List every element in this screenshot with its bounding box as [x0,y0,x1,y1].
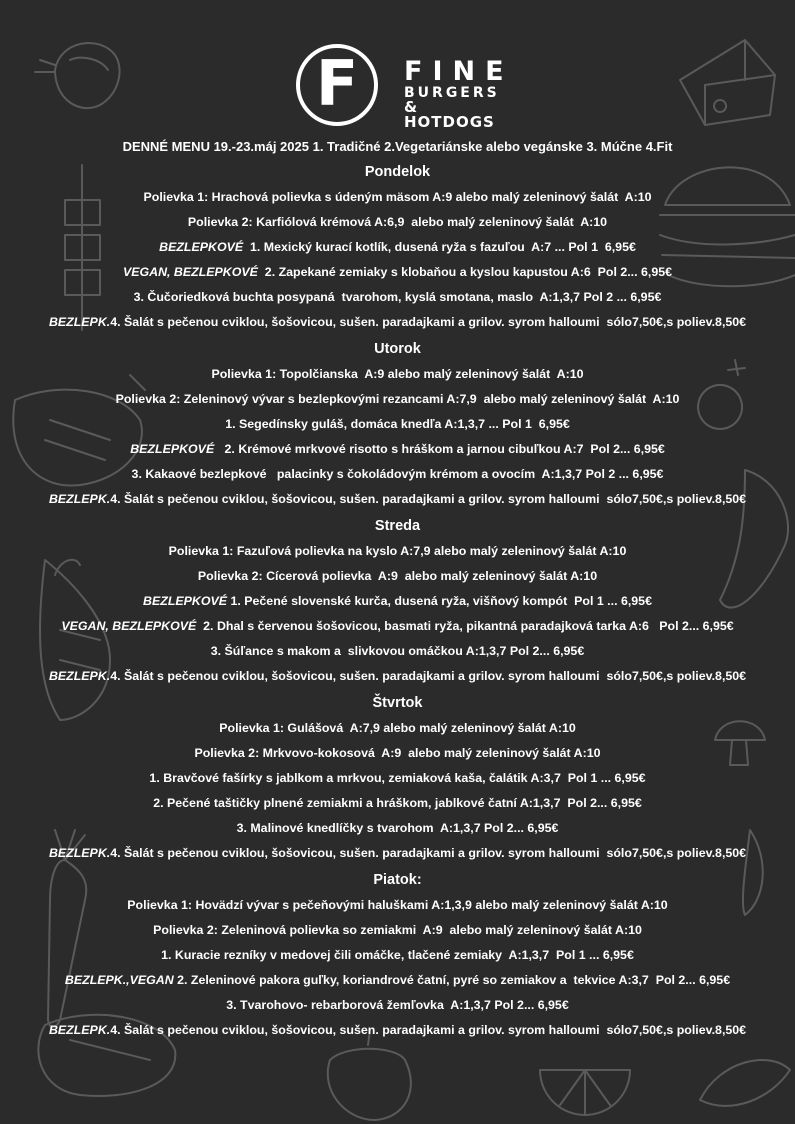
menu-item-text: 3. Tvarohovo- rebarborová žemľovka A:1,3,7 Pol 2... 6,95€ [226,998,569,1012]
menu-item-text: 1. Bravčové fašírky s jablkom a mrkvou, zemiaková kaša, čalátik A:3,7 Pol 1 ... 6,95€ [149,771,646,785]
menu-item [0,918,795,943]
menu-item [0,462,795,487]
menu-item-text: Polievka 1: Topolčianska A:9 alebo malý zeleninový šalát A:10 [211,367,584,381]
diet-tag: BEZLEPKOVÉ [159,240,244,254]
logo-fine: FINE [404,56,514,87]
menu-item-text: 3. Malinové knedlíčky s tvarohom A:1,3,7 Pol 2... 6,95€ [236,821,559,835]
menu-item [0,639,795,664]
lemon-doodle [540,1070,630,1115]
menu-item [0,791,795,816]
menu-item [0,664,795,689]
menu-item-text: Polievka 2: Zeleninová polievka so zemiakmi A:9 alebo malý zeleninový šalát A:10 [153,923,642,937]
menu-item-text: 1. Mexický kurací kotlík, dusená ryža s fazuľou A:7 ... Pol 1 6,95€ [243,240,636,254]
menu-item [0,893,795,918]
day-heading: Piatok: [373,872,422,888]
menu-item-text: Polievka 1: Hovädzí vývar s pečeňovými haluškami A:1,3,9 alebo malý zeleninový šalát A:10 [127,898,668,912]
diet-tag: BEZLEPK. [48,1023,111,1037]
menu-item-text: 1. Segedínsky guláš, domáca knedľa A:1,3,7 ... Pol 1 6,95€ [225,417,570,431]
day-heading: Štvrtok [372,695,423,711]
menu-item-text: 1. Kuracie rezníky v medovej čili omáčke, tlačené zemiaky A:1,3,7 Pol 1 ... 6,95€ [161,948,634,962]
menu-item [0,412,795,437]
diet-tag: BEZLEPKOVÉ [143,594,228,608]
logo-letter: F [315,47,359,120]
menu-item [0,943,795,968]
diet-tag: BEZLEPK. [48,669,111,683]
daily-menu [0,136,795,1043]
menu-item-text: 3. Šúľance s makom a slivkovou omáčkou A:1,3,7 Pol 2... 6,95€ [210,644,585,658]
menu-item-text: 2. Zapekané zemiaky s klobaňou a kyslou kapustou A:6 Pol 2... 6,95€ [257,265,673,279]
menu-item [0,589,795,614]
menu-item-text: 3. Kakaové bezlepkové palacinky s čokoládovým krémom a ovocím A:1,3,7 Pol 2 ... 6,95€ [131,467,664,481]
day-heading: Streda [374,518,421,534]
menu-item-text: 1. Pečené slovenské kurča, dusená ryža, višňový kompót Pol 1 ... 6,95€ [227,594,652,608]
menu-item-text: 4. Šalát s pečenou cviklou, šošovicou, sušen. paradajkami a grilov. syrom halloumi sólo7,50€,s poliev.8,50€ [110,846,747,860]
menu-item [0,185,795,210]
menu-item-text: Polievka 2: Mrkvovo-kokosová A:9 alebo malý zeleninový šalát A:10 [194,746,601,760]
menu-item-text: Polievka 2: Cícerová polievka A:9 alebo malý zeleninový šalát A:10 [197,569,598,583]
diet-tag: BEZLEPK. [48,846,111,860]
menu-item [0,564,795,589]
menu-item [0,766,795,791]
menu-item [0,716,795,741]
menu-item [0,487,795,512]
menu-item-text: Polievka 2: Karfiólová krémová A:6,9 alebo malý zeleninový šalát A:10 [187,215,608,229]
pepper-doodle [328,1030,411,1120]
diet-tag: VEGAN, BEZLEPKOVÉ [122,265,258,279]
menu-header: DENNÉ MENU 19.-23.máj 2025 1. Tradičné 2.Vegetariánske alebo vegánske 3. Múčne 4.Fit [122,139,673,154]
cheese-doodle [680,40,775,125]
menu-item [0,387,795,412]
menu-item [0,968,795,993]
diet-tag: BEZLEPK.,VEGAN [64,973,174,987]
menu-item-text: Polievka 2: Zeleninový vývar s bezlepkovými rezancami A:7,9 alebo malý zeleninový šalát A:10 [115,392,680,406]
menu-item-text: 2. Dhal s červenou šošovicou, basmati ryža, pikantná paradajková tarka A:6 Pol 2... 6,95€ [196,619,734,633]
diet-tag: BEZLEPK. [48,492,111,506]
menu-item [0,437,795,462]
menu-item [0,310,795,335]
diet-tag: BEZLEPK. [48,315,111,329]
logo-wordmark [404,58,514,130]
leaf-doodle [700,1060,790,1106]
menu-item [0,614,795,639]
menu-item-text: 4. Šalát s pečenou cviklou, šošovicou, sušen. paradajkami a grilov. syrom halloumi sólo7,50€,s poliev.8,50€ [110,492,747,506]
menu-item-text: 2. Zeleninové pakora guľky, koriandrové čatní, pyré so zemiakov a tekvice A:3,7 Pol 2... 6,95€ [173,973,731,987]
menu-item-text: Polievka 1: Fazuľová polievka na kyslo A:7,9 alebo malý zeleninový šalát A:10 [168,544,627,558]
logo-hotdogs: & HOTDOGS [404,98,495,131]
menu-item [0,1018,795,1043]
menu-item-text: Polievka 1: Hrachová polievka s údeným mäsom A:9 alebo malý zeleninový šalát A:10 [143,190,652,204]
menu-item-text: 4. Šalát s pečenou cviklou, šošovicou, sušen. paradajkami a grilov. syrom halloumi sólo7,50€,s poliev.8,50€ [110,669,747,683]
menu-item [0,741,795,766]
menu-item [0,210,795,235]
diet-tag: BEZLEPKOVÉ [130,442,215,456]
menu-item [0,235,795,260]
menu-item-text: Polievka 1: Gulášová A:7,9 alebo malý zeleninový šalát A:10 [219,721,576,735]
menu-item [0,539,795,564]
menu-item [0,260,795,285]
onion-doodle [35,43,120,108]
menu-item-text: 4. Šalát s pečenou cviklou, šošovicou, sušen. paradajkami a grilov. syrom halloumi sólo7,50€,s poliev.8,50€ [110,315,747,329]
menu-item [0,841,795,866]
fine-burgers-logo [296,44,514,132]
day-heading: Pondelok [364,164,431,180]
menu-item-text: 2. Krémové mrkvové risotto s hráškom a jarnou cibuľkou A:7 Pol 2... 6,95€ [214,442,665,456]
menu-item [0,362,795,387]
menu-item-text: 3. Čučoriedková buchta posypaná tvarohom, kyslá smotana, maslo A:1,3,7 Pol 2 ... 6,95€ [133,290,662,304]
menu-item [0,285,795,310]
day-heading: Utorok [374,341,421,357]
diet-tag: VEGAN, BEZLEPKOVÉ [61,619,197,633]
logo-burgers: BURGERS [404,85,500,101]
menu-days [0,160,795,1043]
menu-item-text: 4. Šalát s pečenou cviklou, šošovicou, sušen. paradajkami a grilov. syrom halloumi sólo7,50€,s poliev.8,50€ [110,1023,747,1037]
menu-item [0,816,795,841]
menu-item [0,993,795,1018]
menu-item-text: 2. Pečené taštičky plnené zemiakmi a hráškom, jablkové čatní A:1,3,7 Pol 2... 6,95€ [153,796,642,810]
